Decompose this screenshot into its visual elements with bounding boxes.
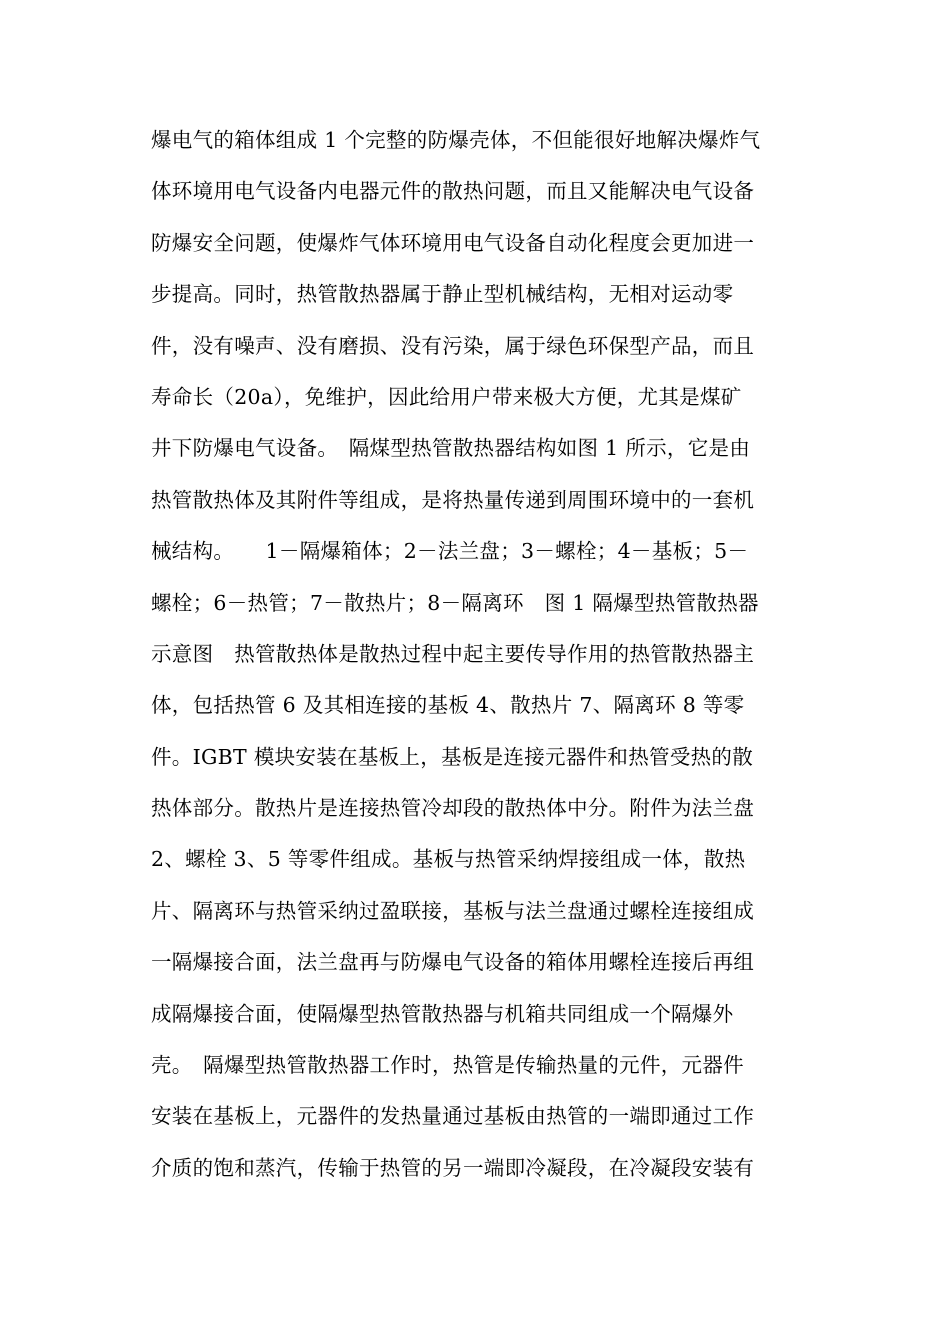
text-line: 井下防爆电气设备。 隔煤型热管散热器结构如图 1 所示，它是由 [151, 436, 751, 461]
text-line: 体，包括热管 6 及其相连接的基板 4、散热片 7、隔离环 8 等零 [151, 693, 745, 718]
text-line: 壳。 隔爆型热管散热器工作时，热管是传输热量的元件，元器件 [151, 1053, 744, 1078]
text-line: 介质的饱和蒸汽，传输于热管的另一端即冷凝段，在冷凝段安装有 [151, 1155, 755, 1180]
body-paragraph [151, 122, 811, 1201]
text-line: 成隔爆接合面，使隔爆型热管散热器与机箱共同组成一个隔爆外 [151, 1001, 734, 1026]
text-line: 片、隔离环与热管采纳过盈联接，基板与法兰盘通过螺栓连接组成 [151, 898, 755, 923]
text-line: 寿命长（20a），免维护，因此给用户带来极大方便，尤其是煤矿 [151, 384, 742, 409]
text-line: 螺栓；6－热管；7－散热片；8－隔离环 图 1 隔爆型热管散热器 [151, 590, 759, 615]
text-line: 示意图 热管散热体是散热过程中起主要传导作用的热管散热器主 [151, 641, 755, 666]
text-line: 爆电气的箱体组成 1 个完整的防爆壳体，不但能很好地解决爆炸气 [151, 128, 761, 152]
text-line: 一隔爆接合面，法兰盘再与防爆电气设备的箱体用螺栓连接后再组 [151, 950, 755, 975]
text-line: 热体部分。散热片是连接热管冷却段的散热体中分。附件为法兰盘 [151, 796, 755, 821]
text-line: 步提高。同时，热管散热器属于静止型机械结构，无相对运动零 [151, 282, 734, 307]
text-line: 安装在基板上，元器件的发热量通过基板由热管的一端即通过工作 [151, 1104, 755, 1129]
text-line: 件。IGBT 模块安装在基板上，基板是连接元器件和热管受热的散 [151, 744, 754, 769]
text-line: 械结构。 1－隔爆箱体；2－法兰盘；3－螺栓；4－基板；5－ [151, 539, 749, 564]
text-line: 2、螺栓 3、5 等零件组成。基板与热管采纳焊接组成一体，散热 [151, 847, 746, 872]
text-line: 体环境用电气设备内电器元件的散热问题，而且又能解决电气设备 [151, 179, 755, 204]
text-line: 件，没有噪声、没有磨损、没有污染，属于绿色环保型产品，而且 [151, 333, 755, 358]
text-line: 防爆安全问题，使爆炸气体环境用电气设备自动化程度会更加进一 [151, 230, 755, 255]
text-line: 热管散热体及其附件等组成，是将热量传递到周围环境中的一套机 [151, 487, 755, 512]
